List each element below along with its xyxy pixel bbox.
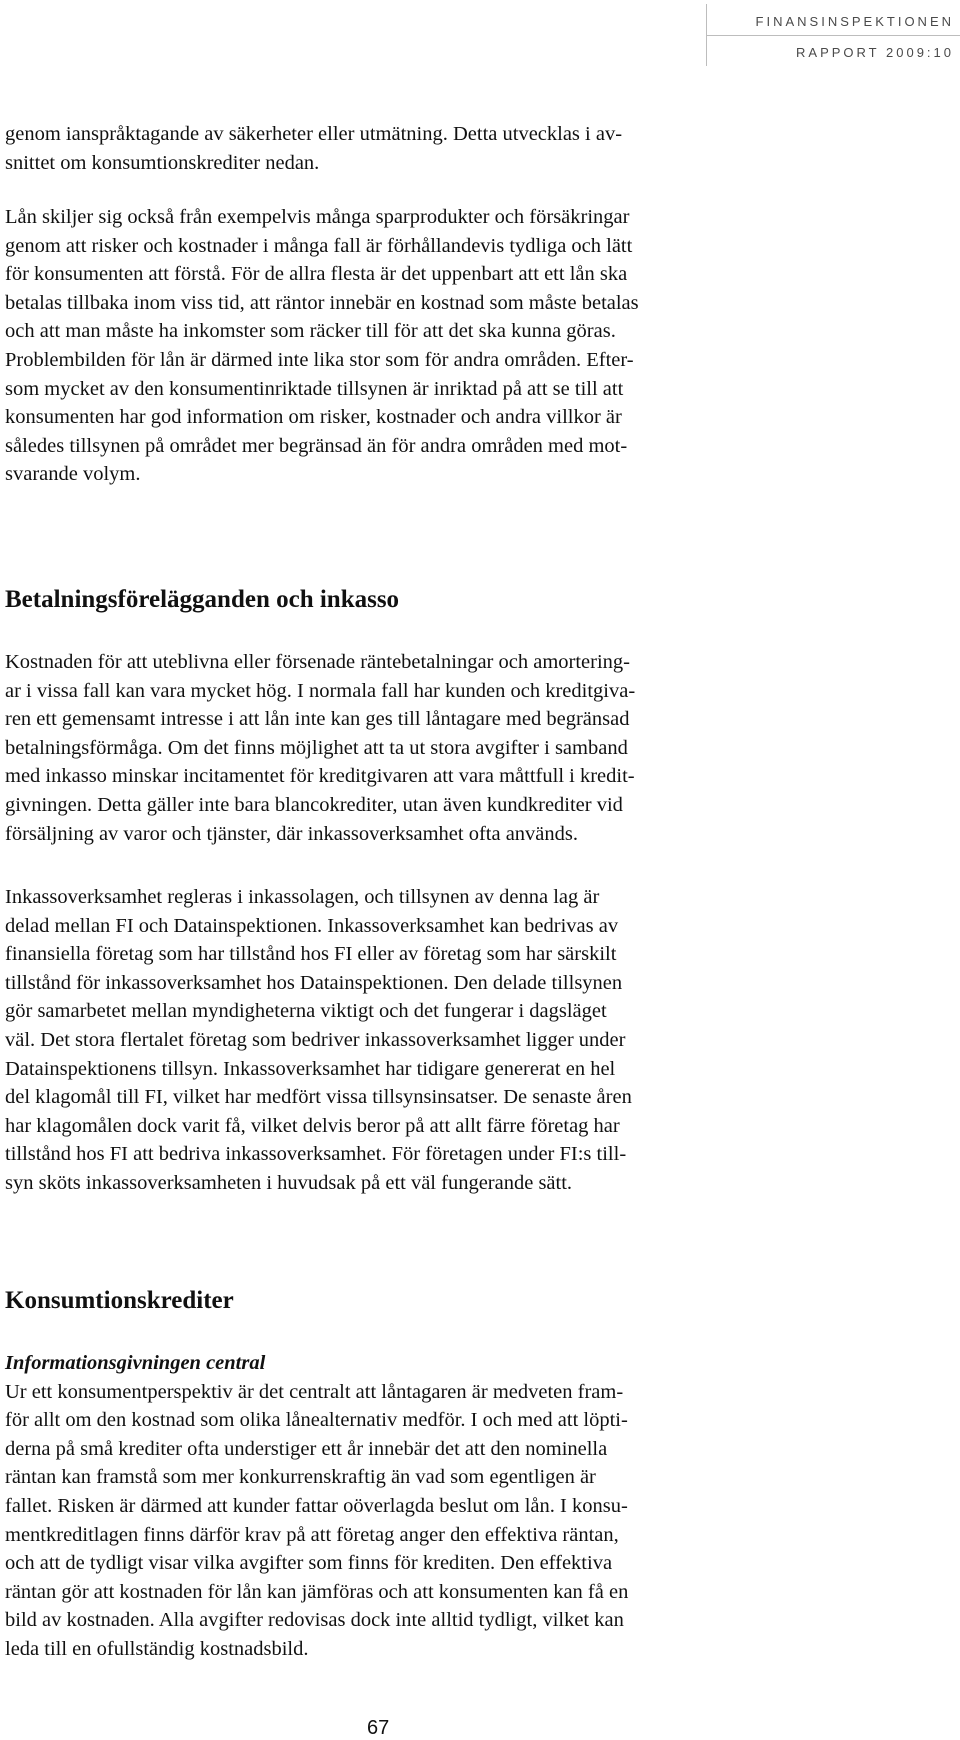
text-line: delad mellan FI och Datainspektionen. Inkassoverksamhet kan bedrivas av xyxy=(5,914,619,937)
text-line: ren ett gemensamt intresse i att lån inte kan ges till låntagare med begränsad xyxy=(5,708,630,731)
body-paragraph xyxy=(5,648,785,848)
text-line: konsumenten har god information om risker, kostnader och andra villkor är xyxy=(5,406,622,429)
section-heading: Konsumtionskrediter xyxy=(5,1287,234,1314)
header-organization: FINANSINSPEKTIONEN xyxy=(755,14,954,29)
text-line: bild av kostnaden. Alla avgifter redovisas dock inte alltid tydligt, vilket kan xyxy=(5,1609,624,1632)
body-paragraph xyxy=(5,203,785,489)
text-line: del klagomål till FI, vilket har medfört vissa tillsynsinsatser. De senaste åren xyxy=(5,1086,632,1109)
text-line: som mycket av den konsumentinriktade tillsynen är inriktad på att se till att xyxy=(5,377,624,400)
text-line: räntan gör att kostnaden för lån kan jämföras och att konsumenten kan få en xyxy=(5,1580,629,1603)
body-paragraph xyxy=(5,1349,785,1664)
page-number: 67 xyxy=(367,1717,390,1739)
text-line: givningen. Detta gäller inte bara blancokrediter, utan även kundkrediter vid xyxy=(5,793,623,816)
section-heading: Betalningsförelägganden och inkasso xyxy=(5,586,400,613)
text-line: Datainspektionens tillsyn. Inkassoverksamhet har tidigare genererat en hel xyxy=(5,1057,616,1080)
intro-paragraph xyxy=(5,120,785,177)
text-line: derna på små krediter ofta understiger ett år innebär det att den nominella xyxy=(5,1437,608,1460)
text-line: Kostnaden för att uteblivna eller försenade räntebetalningar och amortering- xyxy=(5,651,630,673)
text-line: betalas tillbaka inom viss tid, att räntor innebär en kostnad som måste betalas xyxy=(5,291,639,314)
sub-heading: Informationsgivningen central xyxy=(5,1352,266,1374)
text-line: tillstånd för inkassoverksamhet hos Datainspektionen. Den delade tillsynen xyxy=(5,971,623,994)
body-paragraph xyxy=(5,883,785,1198)
text-line: genom att risker och kostnader i många fall är förhållandevis tydliga och lätt xyxy=(5,234,633,257)
text-line: svarande volym. xyxy=(5,463,141,486)
text-line: för konsumenten att förstå. För de allra flesta är det uppenbart att ett lån ska xyxy=(5,263,628,286)
text-line: tillstånd hos FI att bedriva inkassoverksamhet. För företagen under FI:s till- xyxy=(5,1143,627,1166)
header-horizontal-rule xyxy=(706,35,960,36)
text-line: genom ianspråktagande av säkerheter eller utmätning. Detta utvecklas i av- xyxy=(5,123,623,145)
text-line: Problembilden för lån är därmed inte lika stor som för andra områden. Efter- xyxy=(5,348,634,371)
text-line: således tillsynen på området mer begränsad än för andra områden med mot- xyxy=(5,434,628,457)
text-line: försäljning av varor och tjänster, där inkassoverksamhet ofta används. xyxy=(5,822,578,845)
text-line: Inkassoverksamhet regleras i inkassolagen, och tillsynen av denna lag är xyxy=(5,886,600,908)
text-line: leda till en ofullständig kostnadsbild. xyxy=(5,1637,309,1660)
page-header xyxy=(706,4,960,66)
text-line: gör samarbetet mellan myndigheterna viktigt och det fungerar i dagsläget xyxy=(5,1000,607,1023)
text-line: ar i vissa fall kan vara mycket hög. I normala fall har kunden och kreditgiva- xyxy=(5,679,636,702)
text-line: snittet om konsumtionskrediter nedan. xyxy=(5,151,320,174)
text-line: med inkasso minskar incitamentet för kreditgivaren att vara måttfull i kredit- xyxy=(5,765,635,788)
text-line: finansiella företag som har tillstånd hos FI eller av företag som har särskilt xyxy=(5,943,617,966)
text-line: har klagomålen dock varit få, vilket delvis beror på att allt färre företag har xyxy=(5,1114,620,1137)
text-line: Ur ett konsumentperspektiv är det centralt att låntagaren är medveten fram- xyxy=(5,1380,624,1403)
text-line: räntan kan framstå som mer konkurrenskraftig än vad som egentligen är xyxy=(5,1466,596,1489)
header-report-number: RAPPORT 2009:10 xyxy=(796,45,954,60)
text-line: fallet. Risken är därmed att kunder fattar oöverlagda beslut om lån. I konsu- xyxy=(5,1494,628,1517)
text-line: Lån skiljer sig också från exempelvis många sparprodukter och försäkringar xyxy=(5,206,630,228)
text-line: väl. Det stora flertalet företag som bedriver inkassoverksamhet ligger under xyxy=(5,1028,626,1051)
text-line: för allt om den kostnad som olika lånealternativ medför. I och med att löpti- xyxy=(5,1409,628,1432)
text-line: mentkreditlagen finns därför krav på att företag anger den effektiva räntan, xyxy=(5,1523,619,1546)
text-line: och att de tydligt visar vilka avgifter som finns för krediten. Den effektiva xyxy=(5,1552,613,1575)
text-line: betalningsförmåga. Om det finns möjlighet att ta ut stora avgifter i samband xyxy=(5,736,628,759)
text-line: syn sköts inkassoverksamheten i huvudsak på ett väl fungerande sätt. xyxy=(5,1171,573,1194)
text-line: och att man måste ha inkomster som räcker till för att det ska kunna göras. xyxy=(5,320,616,343)
